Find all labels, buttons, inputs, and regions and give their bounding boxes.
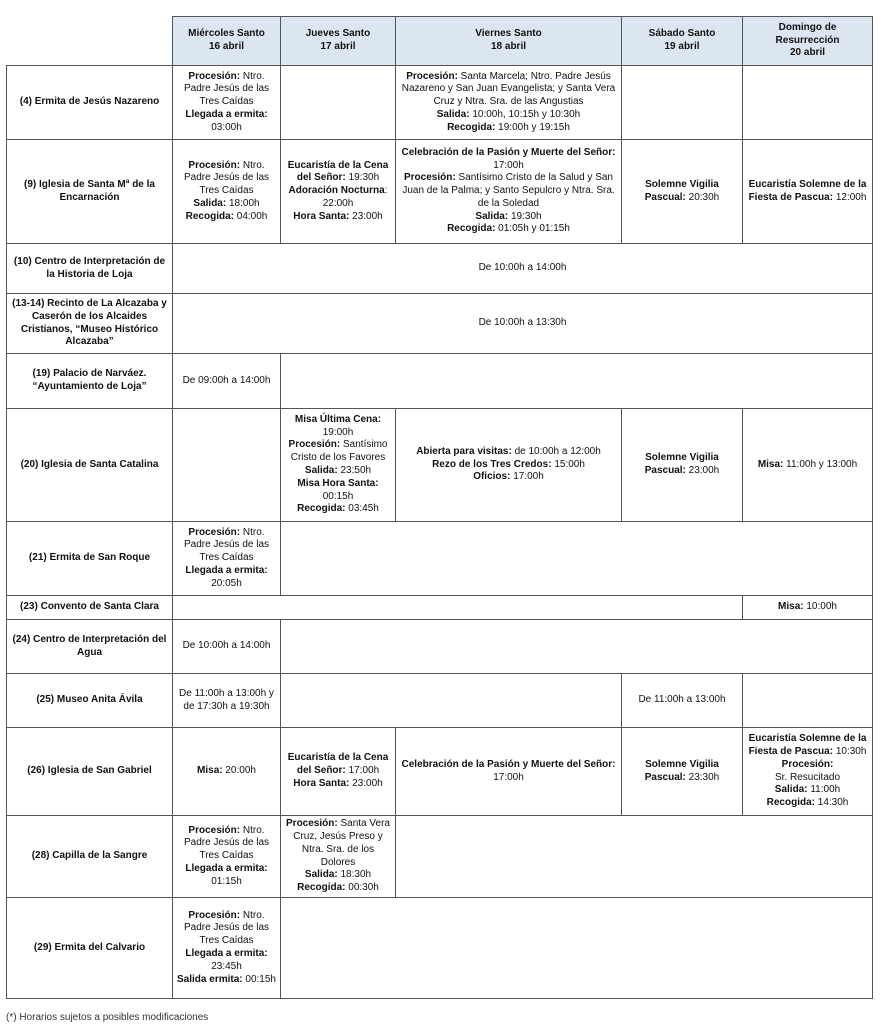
schedule-value: 20:05h <box>211 577 242 589</box>
place-cell: (4) Ermita de Jesús Nazareno <box>7 66 173 140</box>
schedule-label: Salida: <box>475 210 509 222</box>
schedule-value: 01:05h y 01:15h <box>495 223 570 235</box>
schedule-value: 12:00h <box>833 191 867 203</box>
schedule-value: Ntro. Padre Jesús de las Tres Caídas <box>183 526 270 564</box>
schedule-label: Llegada a ermita: <box>185 564 268 576</box>
schedule-label: Eucaristía Solemne de la Fiesta de Pascua: <box>748 178 867 203</box>
schedule-label: Salida: <box>774 784 808 796</box>
schedule-value: 17:00h <box>493 771 524 783</box>
table-row <box>7 354 873 409</box>
schedule-span-cell: De 10:00h a 13:30h <box>173 294 873 354</box>
schedule-value: 00:30h <box>345 882 379 894</box>
empty-cell <box>281 354 873 409</box>
schedule-value: 17:00h <box>345 765 380 777</box>
schedule-line <box>746 601 869 614</box>
schedule-line <box>284 882 392 895</box>
table-row <box>7 898 873 999</box>
schedule-value: 17:00h <box>493 159 524 171</box>
schedule-cell <box>173 66 281 140</box>
schedule-value: 20:30h <box>685 191 720 203</box>
schedule-line <box>176 765 277 778</box>
schedule-line <box>284 818 392 869</box>
schedule-line <box>625 759 739 785</box>
schedule-value: 23:00h <box>349 777 383 789</box>
schedule-label: Procesión: <box>406 70 458 82</box>
schedule-value: 19:30h <box>345 172 380 184</box>
schedule-cell <box>743 728 873 816</box>
table-row <box>7 409 873 522</box>
schedule-line <box>399 471 618 484</box>
place-cell: (23) Convento de Santa Clara <box>7 596 173 620</box>
schedule-label: Misa: <box>778 601 804 613</box>
schedule-line <box>176 825 277 863</box>
footnote: (*) Horarios sujetos a posibles modificaciones <box>6 1012 209 1023</box>
schedule-cell: De 11:00h a 13:00h y de 17:30h a 19:30h <box>173 674 281 728</box>
schedule-line <box>746 179 869 205</box>
schedule-line <box>625 452 739 478</box>
schedule-line <box>399 172 618 210</box>
schedule-line <box>625 179 739 205</box>
schedule-label: Celebración de la Pasión y Muerte del Señor: <box>401 758 616 770</box>
schedule-value: 11:00h y 13:00h <box>783 458 858 470</box>
schedule-line <box>746 772 869 785</box>
schedule-value: Ntro. Padre Jesús de las Tres Caídas <box>183 909 270 947</box>
schedule-line <box>176 198 277 211</box>
schedule-cell <box>622 409 743 522</box>
schedule-cell <box>173 409 281 522</box>
schedule-line <box>176 948 277 974</box>
schedule-label: Recogida: <box>447 121 496 133</box>
schedule-value: Sr. Resucitado <box>774 771 841 783</box>
schedule-value: 00:15h <box>322 490 354 502</box>
schedule-label: Procesión: <box>288 439 341 451</box>
schedule-line <box>284 439 392 465</box>
schedule-cell <box>281 140 396 244</box>
place-cell: (19) Palacio de Narváez. “Ayuntamiento de Loja” <box>7 354 173 409</box>
schedule-cell <box>281 728 396 816</box>
schedule-cell <box>173 522 281 596</box>
schedule-value: 23:50h <box>337 465 372 476</box>
schedule-value: 14:30h <box>814 797 849 809</box>
schedule-label: Salida: <box>304 465 338 476</box>
schedule-line <box>284 414 392 440</box>
empty-cell <box>281 522 873 596</box>
schedule-label: Misa Hora Santa: <box>297 477 379 489</box>
schedule-line <box>399 223 618 236</box>
schedule-line <box>284 160 392 186</box>
schedule-value: 03:00h <box>211 121 242 133</box>
schedule-cell <box>173 728 281 816</box>
schedule-value: de 10:00h a 12:00h <box>511 445 601 457</box>
schedule-value: Santa Marcela; Ntro. Padre Jesús Nazareno y San Juan Evangelista; y Santa Vera Cruz y Ntra. Sra. de las Angustias <box>401 70 616 108</box>
schedule-value: 10:00h, 10:15h y 10:30h <box>469 108 581 120</box>
schedule-cell <box>743 409 873 522</box>
schedule-value: 19:00h y 19:15h <box>495 121 570 133</box>
schedule-cell <box>281 816 396 898</box>
place-cell: (10) Centro de Interpretación de la Historia de Loja <box>7 244 173 294</box>
empty-cell <box>743 674 873 728</box>
header-day-saturday: Sábado Santo 19 abril <box>622 17 743 66</box>
table-row <box>7 66 873 140</box>
schedule-label: Salida ermita: <box>177 973 243 985</box>
schedule-label: Abierta para visitas: <box>416 445 512 457</box>
schedule-cell: De 11:00h a 13:00h <box>622 674 743 728</box>
schedule-value: 19:00h <box>322 426 354 438</box>
header-day-thursday: Jueves Santo 17 abril <box>281 17 396 66</box>
place-cell: (26) Iglesia de San Gabriel <box>7 728 173 816</box>
table-row <box>7 816 873 898</box>
schedule-value: 10:00h <box>803 601 837 613</box>
schedule-label: Eucaristía Solemne de la Fiesta de Pascua: <box>748 733 867 757</box>
schedule-label: Salida: <box>193 197 227 209</box>
schedule-value: Ntro. Padre Jesús de las Tres Caídas <box>183 70 270 108</box>
schedule-cell <box>743 140 873 244</box>
schedule-value: 23:45h <box>211 960 242 972</box>
schedule-line <box>284 211 392 224</box>
schedule-cell <box>396 409 622 522</box>
schedule-value: Ntro. Padre Jesús de las Tres Caídas <box>183 159 270 197</box>
place-cell: (13-14) Recinto de La Alcazaba y Caserón de los Alcaides Cristianos, “Museo Histórico Alcazaba” <box>7 294 173 354</box>
schedule-line <box>746 797 869 810</box>
schedule-label: Rezo de los Tres Credos: <box>432 458 552 470</box>
schedule-label: Solemne Vigilia Pascual: <box>644 758 719 783</box>
schedule-value: Santísimo Cristo de la Salud y San Juan de la Palma; y Santo Sepulcro y Ntra. Sra. de la Soledad <box>402 172 615 209</box>
schedule-cell: De 10:00h a 14:00h <box>173 620 281 674</box>
schedule-value: 10:30h <box>833 745 867 757</box>
schedule-line <box>176 160 277 198</box>
schedule-cell <box>622 140 743 244</box>
table-row <box>7 294 873 354</box>
schedule-line <box>399 122 618 135</box>
schedule-cell <box>173 898 281 999</box>
schedule-line <box>284 185 392 211</box>
schedule-label: Eucaristía de la Cena del Señor: <box>287 752 389 777</box>
schedule-line <box>284 465 392 478</box>
schedule-line <box>284 869 392 882</box>
schedule-cell <box>396 140 622 244</box>
schedule-value: Santa Vera Cruz, Jesús Preso y Ntra. Sra. de los Dolores <box>293 818 390 868</box>
schedule-label: Recogida: <box>447 223 496 235</box>
schedule-line <box>284 752 392 778</box>
place-cell: (20) Iglesia de Santa Catalina <box>7 409 173 522</box>
schedule-label: Recogida: <box>297 882 346 894</box>
schedule-label: Celebración de la Pasión y Muerte del Señor: <box>401 146 616 158</box>
schedule-cell <box>396 66 622 140</box>
header-corner <box>7 17 173 66</box>
place-cell: (21) Ermita de San Roque <box>7 522 173 596</box>
place-cell: (24) Centro de Interpretación del Agua <box>7 620 173 674</box>
place-cell: (28) Capilla de la Sangre <box>7 816 173 898</box>
schedule-label: Misa: <box>757 458 784 470</box>
schedule-value: 11:00h <box>807 784 841 796</box>
schedule-label: Adoración Nocturna <box>288 185 385 197</box>
schedule-value: 18:30h <box>337 869 372 881</box>
table-row <box>7 596 873 620</box>
schedule-label: Misa: <box>197 765 223 777</box>
schedule-line <box>399 211 618 224</box>
schedule-label: Llegada a ermita: <box>185 108 268 120</box>
schedule-cell <box>622 728 743 816</box>
schedule-line <box>399 147 618 173</box>
schedule-label: Recogida: <box>185 210 234 222</box>
table-row <box>7 674 873 728</box>
schedule-value: 04:00h <box>233 210 268 222</box>
table-row <box>7 522 873 596</box>
schedule-line <box>176 211 277 224</box>
schedule-cell <box>396 728 622 816</box>
schedule-line <box>176 527 277 565</box>
schedule-line <box>284 478 392 504</box>
schedule-cell <box>743 596 873 620</box>
schedule-value: 17:00h <box>510 471 544 483</box>
schedule-label: Procesión: <box>188 159 241 171</box>
schedule-cell: De 09:00h a 14:00h <box>173 354 281 409</box>
schedule-label: Procesión: <box>781 758 834 770</box>
schedule-label: Misa Última Cena: <box>294 413 382 425</box>
schedule-label: Solemne Vigilia Pascual: <box>644 178 719 203</box>
place-cell: (29) Ermita del Calvario <box>7 898 173 999</box>
table-row <box>7 244 873 294</box>
header-row <box>7 17 873 66</box>
schedule-line <box>399 459 618 472</box>
schedule-cell <box>281 66 396 140</box>
schedule-line <box>176 109 277 135</box>
schedule-label: Procesión: <box>404 172 456 184</box>
schedule-value: 23:00h <box>685 465 720 476</box>
schedule-line <box>399 71 618 109</box>
schedule-value: 01:15h <box>211 875 242 887</box>
schedule-label: Procesión: <box>188 909 241 921</box>
schedule-value: : 22:00h <box>322 185 388 209</box>
schedule-line <box>176 565 277 591</box>
schedule-cell <box>173 140 281 244</box>
schedule-label: Solemne Vigilia Pascual: <box>644 452 719 476</box>
schedule-label: Recogida: <box>297 503 346 515</box>
schedule-value: 18:00h <box>226 197 260 209</box>
schedule-line <box>284 503 392 516</box>
schedule-line <box>746 759 869 772</box>
schedule-label: Procesión: <box>188 824 241 836</box>
schedule-line <box>746 459 869 472</box>
schedule-label: Salida: <box>304 869 338 881</box>
place-cell: (9) Iglesia de Santa Mª de la Encarnación <box>7 140 173 244</box>
schedule-label: Eucaristía de la Cena del Señor: <box>287 159 389 184</box>
schedule-label: Llegada a ermita: <box>185 862 268 874</box>
schedule-line <box>746 733 869 759</box>
schedule-line <box>176 910 277 948</box>
schedule-label: Procesión: <box>286 818 338 830</box>
schedule-value: 15:00h <box>551 458 585 470</box>
schedule-label: Procesión: <box>188 526 241 538</box>
table-row <box>7 140 873 244</box>
schedule-label: Procesión: <box>188 70 241 82</box>
schedule-label: Oficios: <box>473 471 511 483</box>
schedule-line <box>284 778 392 791</box>
schedule-value: 03:45h <box>345 503 379 515</box>
schedule-value: 19:30h <box>508 210 542 222</box>
schedule-line <box>399 446 618 459</box>
schedule-value: 00:15h <box>242 973 276 985</box>
schedule-line <box>399 109 618 122</box>
schedule-line <box>176 863 277 889</box>
header-day-wednesday: Miércoles Santo 16 abril <box>173 17 281 66</box>
schedule-line <box>746 784 869 797</box>
place-cell: (25) Museo Anita Ávila <box>7 674 173 728</box>
header-day-friday: Viernes Santo 18 abril <box>396 17 622 66</box>
schedule-label: Hora Santa: <box>293 777 350 789</box>
schedule-value: 20:00h <box>222 765 256 777</box>
table-row <box>7 728 873 816</box>
schedule-value: 23:00h <box>349 210 383 222</box>
empty-cell <box>281 898 873 999</box>
schedule-line <box>176 71 277 109</box>
schedule-value: 23:30h <box>685 771 720 783</box>
header-day-sunday: Domingo de Resurrección 20 abril <box>743 17 873 66</box>
schedule-label: Recogida: <box>766 797 815 809</box>
schedule-label: Hora Santa: <box>293 210 350 222</box>
schedule-line <box>176 974 277 987</box>
empty-cell <box>281 674 622 728</box>
empty-cell <box>396 816 873 898</box>
schedule-cell <box>622 66 743 140</box>
schedule-label: Salida: <box>436 108 470 120</box>
empty-cell <box>173 596 743 620</box>
schedule-line <box>399 759 618 785</box>
schedule-cell <box>281 409 396 522</box>
schedule-value: Ntro. Padre Jesús de las Tres Caídas <box>183 824 270 862</box>
schedule-table <box>6 16 873 999</box>
schedule-cell <box>173 816 281 898</box>
schedule-cell <box>743 66 873 140</box>
schedule-label: Llegada a ermita: <box>185 948 268 959</box>
empty-cell <box>281 620 873 674</box>
table-row <box>7 620 873 674</box>
schedule-span-cell: De 10:00h a 14:00h <box>173 244 873 294</box>
schedule-value: Santísimo Cristo de los Favores <box>290 439 388 464</box>
